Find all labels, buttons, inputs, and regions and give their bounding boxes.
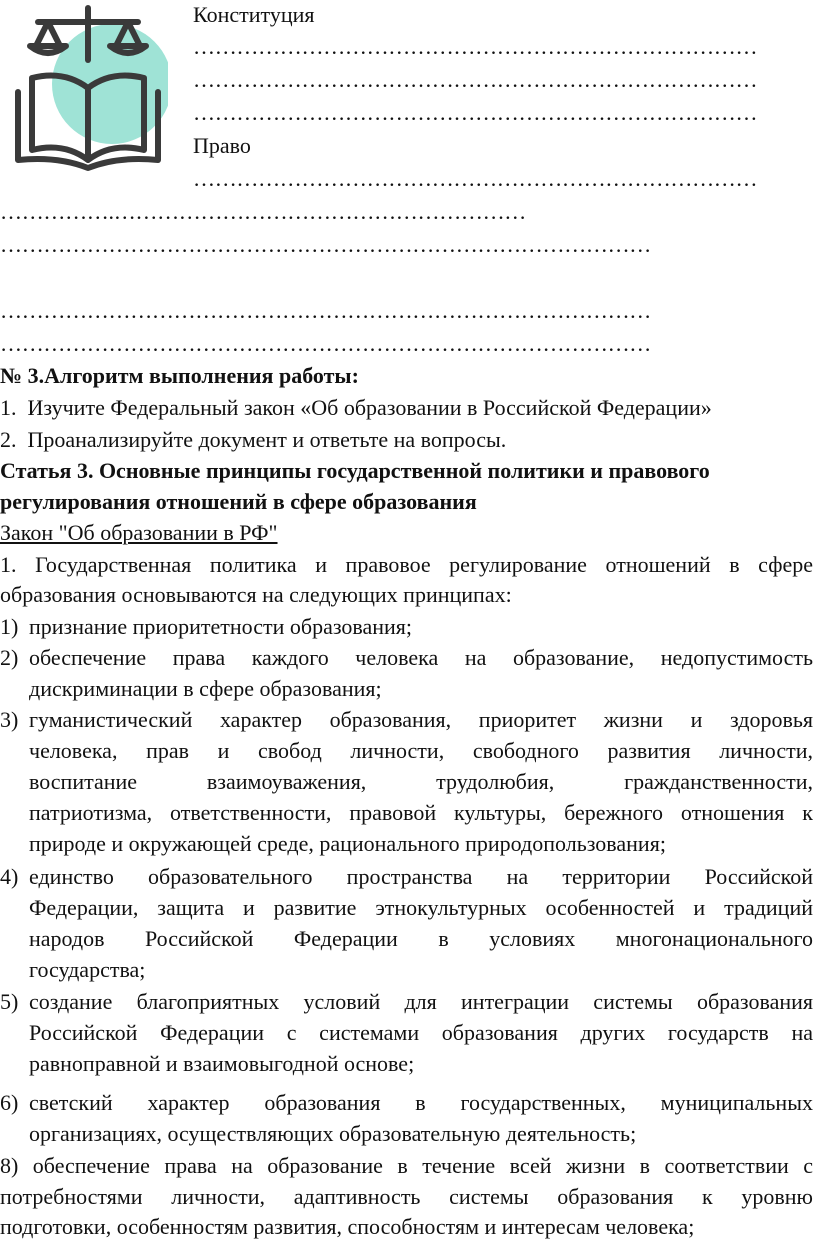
item-8-line-2: потребностями личности, адаптивность системы образования к уровню — [0, 1184, 813, 1209]
duty-line — [0, 263, 816, 293]
list-item-line: единство образовательного пространства на территории Российской — [29, 864, 813, 889]
item-8-line-3: подготовки, особенностям развития, способностям и интересам человека; — [0, 1214, 695, 1239]
list-item-line: создание благоприятных условий для интеграции системы образования — [29, 989, 813, 1014]
dotted-line: ……………………………………………………………………………… — [0, 298, 652, 323]
task-step-1: 1. Изучите Федеральный закон «Об образовании в Российской Федерации» — [0, 395, 712, 420]
list-item-line: народов Российской Федерации в условиях многонационального — [29, 926, 813, 951]
list-item-line: патриотизма, ответственности, правовой культуры, бережного отношения к — [29, 800, 813, 825]
list-item-number: 5) — [0, 989, 19, 1014]
list-item-line: организациях, осуществляющих образовательную деятельность; — [29, 1121, 637, 1146]
task-heading: № 3.Алгоритм выполнения работы: — [0, 363, 359, 388]
list-item-number: 6) — [0, 1090, 19, 1115]
list-item-line: признание приоритетности образования; — [29, 614, 413, 639]
icon-circle — [52, 24, 168, 144]
list-item-line: светский характер образования в государственных, муниципальных — [29, 1090, 813, 1115]
list-item-number: 1) — [0, 614, 19, 639]
dotted-line: ……………………………………………………………………………… — [0, 232, 652, 257]
list-item-line: государства; — [29, 957, 146, 982]
article-title-line-2: регулирования отношений в сфере образования — [0, 489, 477, 514]
task-step-2: 2. Проанализируйте документ и ответьте на вопросы. — [0, 427, 507, 452]
law-label: Право — [193, 133, 251, 158]
list-item-line: воспитание взаимоуважения, трудолюбия, гражданственности, — [29, 769, 813, 794]
intro-line-2: образования основываются на следующих принципах: — [0, 582, 512, 607]
list-item-line: равноправной и взаимовыгодной основе; — [29, 1051, 415, 1076]
list-item-number: 3) — [0, 707, 19, 732]
dotted-line: …………….………………………………………………… — [0, 199, 527, 224]
dotted-line: …………………………………………………………………… — [193, 166, 758, 191]
dotted-line: …………………………………………………………………… — [193, 34, 758, 59]
list-item-line: Федерации, защита и развитие этнокультурных особенностей и традиций — [29, 895, 813, 920]
list-item-line: природе и окружающей среде, рационального природопользования; — [29, 831, 666, 856]
dotted-line: …………………………………………………………………… — [193, 100, 758, 125]
dotted-line: ……………………………………………………………………………… — [0, 331, 652, 356]
list-item-line: обеспечение права каждого человека на образование, недопустимость — [29, 645, 813, 670]
item-8-line-1: 8) обеспечение права на образование в течение всей жизни в соответствии с — [0, 1153, 813, 1178]
constitution-label: Конституция — [193, 2, 315, 27]
list-item-line: человека, прав и свобод личности, свободного развития личности, — [29, 738, 813, 763]
list-item-number: 2) — [0, 645, 19, 670]
list-item-line: гуманистический характер образования, приоритет жизни и здоровья — [29, 707, 813, 732]
list-item-line: дискриминации в сфере образования; — [29, 676, 382, 701]
law-link[interactable]: Закон "Об образовании в РФ" — [0, 520, 278, 545]
intro-line-1: 1. Государственная политика и правовое регулирование отношений в сфере — [0, 552, 813, 577]
list-item-line: Российской Федерации с системами образования других государств на — [29, 1020, 813, 1045]
dotted-line: …………………………………………………………………… — [193, 67, 758, 92]
justice-book-icon — [8, 0, 168, 175]
list-item-number: 4) — [0, 864, 19, 889]
article-title-line-1: Статья 3. Основные принципы государственной политики и правового — [0, 458, 710, 483]
